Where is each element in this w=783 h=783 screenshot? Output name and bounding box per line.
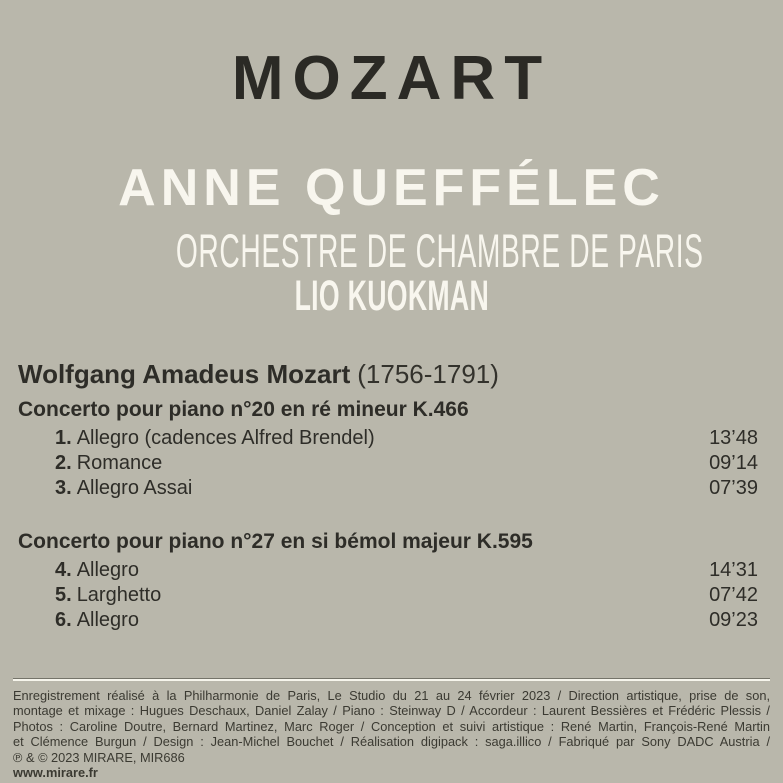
track-row	[18, 451, 758, 476]
track-title: Allegro (cadences Alfred Brendel)	[76, 427, 375, 449]
track-rows	[18, 426, 758, 501]
credit-line: Enregistrement réalisé à la Philharmonie de Paris, Le Studio du 21 au 24 février 2023 / Direction artistique, prise de son,	[13, 688, 770, 703]
orchestra-name: ORCHESTRE DE CHAMBRE DE PARIS	[175, 224, 704, 277]
track-row	[18, 558, 758, 583]
work-concerto-27	[18, 529, 758, 633]
track-row	[18, 583, 758, 608]
track-title: Allegro	[76, 609, 139, 631]
website-url: www.mirare.fr	[13, 765, 98, 781]
credit-line: et Clémence Burgun / Design : Jean-Michel Bouchet / Réalisation digipack : saga.illico / Fabriqué par Sony DADC Austria /	[13, 734, 770, 750]
track-listing	[18, 358, 758, 633]
credit-line: montage et mixage : Hugues Deschaux, Daniel Zalay / Piano : Steinway D / Accordeur : Laurent Bessières et Frédéric Plessis /	[13, 703, 770, 719]
track-number: 2.	[55, 452, 72, 474]
orchestra-line	[0, 224, 783, 277]
artist-name: ANNE QUEFFÉLEC	[118, 159, 665, 217]
work-concerto-20	[18, 397, 758, 501]
divider-rule	[13, 678, 770, 681]
track-title: Larghetto	[76, 584, 162, 606]
mozart-logo: MOZART	[231, 44, 552, 113]
conductor-line	[0, 272, 783, 320]
conductor-name: LIO KUOKMAN	[294, 272, 489, 320]
track-row	[18, 426, 758, 451]
track-number: 1.	[55, 427, 72, 449]
track-title: Allegro Assai	[76, 477, 193, 499]
track-title: Romance	[76, 452, 163, 474]
track-row	[18, 608, 758, 633]
composer-line	[18, 358, 758, 395]
track-number: 4.	[55, 559, 72, 581]
copyright-line: ℗ & © 2023 MIRARE, MIR686	[13, 749, 185, 765]
track-duration: 07’42	[709, 584, 758, 606]
track-title: Allegro	[76, 559, 139, 581]
composer-name: Wolfgang Amadeus Mozart	[18, 359, 351, 389]
track-number: 6.	[55, 609, 72, 631]
work-title: Concerto pour piano n°20 en ré mineur K.466	[18, 398, 469, 421]
track-duration: 13’48	[709, 427, 758, 449]
track-rows	[18, 558, 758, 633]
track-number: 5.	[55, 584, 72, 606]
track-duration: 09’14	[709, 452, 758, 474]
track-duration: 07’39	[709, 477, 758, 499]
composer-dates: (1756-1791)	[357, 359, 499, 389]
work-title: Concerto pour piano n°27 en si bémol majeur K.595	[18, 530, 533, 553]
credit-line: Photos : Caroline Doutre, Bernard Martinez, Marc Roger / Conception et suivi artistique : René Martin, François-René Martin	[13, 718, 770, 734]
credits-block	[13, 688, 770, 780]
track-duration: 14’31	[709, 559, 758, 581]
track-row	[18, 476, 758, 501]
track-duration: 09’23	[709, 609, 758, 631]
track-number: 3.	[55, 477, 72, 499]
